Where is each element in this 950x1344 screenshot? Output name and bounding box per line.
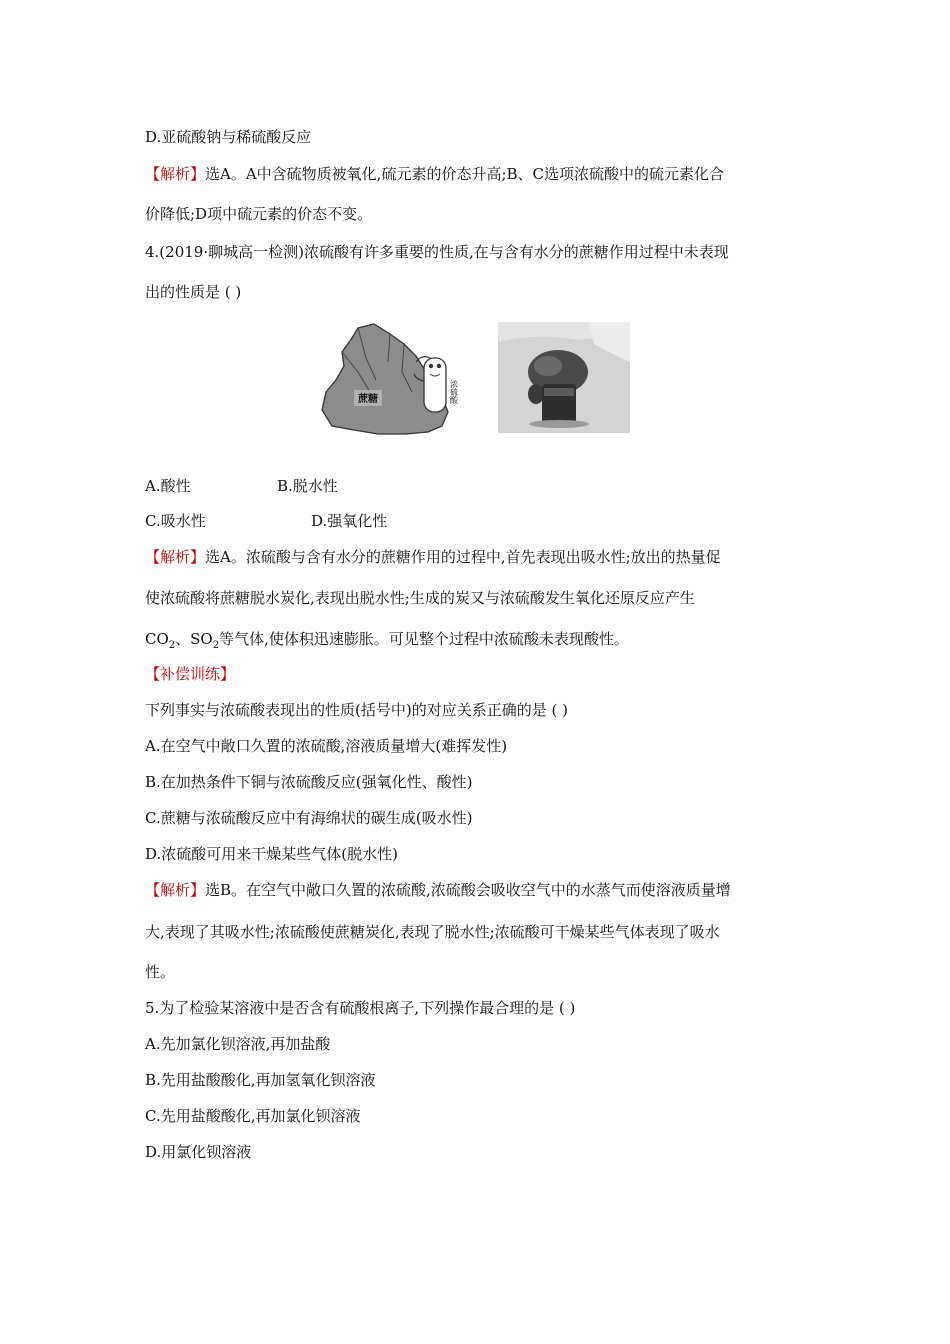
analysis-4-line1 [145, 547, 721, 567]
analysis-label: 【解析】 [145, 548, 206, 566]
analysis-text: 等气体,使体积迅速膨胀。可见整个过程中浓硫酸未表现酸性。 [219, 630, 629, 648]
experiment-photo-graphic [498, 322, 630, 433]
analysis-text: 选A。A中含硫物质被氧化,硫元素的价态升高;B、C选项浓硫酸中的硫元素化合 [205, 165, 725, 183]
analysis-line [145, 164, 724, 184]
analysis-5-line1 [145, 880, 731, 900]
option-c: C.吸水性 [145, 512, 206, 530]
formula-co: CO [145, 630, 169, 648]
subscript: 2 [168, 640, 176, 651]
analysis-5-line3: 性。 [145, 963, 176, 981]
analysis-4-line3 [145, 629, 629, 656]
supplementary-option-c: C.蔗糖与浓硫酸反应中有海绵状的碳生成(吸水性) [145, 809, 473, 827]
subscript: 2 [212, 640, 220, 651]
supplementary-option-d: D.浓硫酸可用来干燥某些气体(脱水性) [145, 845, 398, 863]
supplementary-question: 下列事实与浓硫酸表现出的性质(括号中)的对应关系正确的是 ( ) [145, 701, 568, 719]
analysis-label: 【解析】 [145, 165, 206, 183]
supplementary-option-b: B.在加热条件下铜与浓硫酸反应(强氧化性、酸性) [145, 773, 473, 791]
option-a: A.酸性 [145, 477, 191, 495]
supplementary-heading: 【补偿训练】 [145, 665, 236, 683]
question-5-option-d: D.用氯化钡溶液 [145, 1143, 252, 1161]
question-5-option-b: B.先用盐酸酸化,再加氢氧化钡溶液 [145, 1071, 376, 1089]
analysis-continued: 价降低;D项中硫元素的价态不变。 [145, 205, 373, 223]
sugar-label: 蔗糖 [358, 394, 378, 405]
experiment-photo [498, 322, 630, 433]
formula-so: 、SO [175, 630, 213, 648]
analysis-5-line2: 大,表现了其吸水性;浓硫酸使蔗糖炭化,表现了脱水性;浓硫酸可干燥某些气体表现了吸水 [145, 923, 720, 941]
supplementary-option-a: A.在空气中敞口久置的浓硫酸,溶液质量增大(难挥发性) [145, 737, 508, 755]
option-d: D.强氧化性 [311, 512, 388, 530]
analysis-text: 选B。在空气中敞口久置的浓硫酸,浓硫酸会吸收空气中的水蒸气而使溶液质量增 [205, 881, 731, 899]
question-5: 5.为了检验某溶液中是否含有硫酸根离子,下列操作最合理的是 ( ) [145, 999, 576, 1017]
option-d-text: D.亚硫酸钠与稀硫酸反应 [145, 128, 312, 146]
option-b: B.脱水性 [277, 477, 338, 495]
analysis-4-line2: 使浓硫酸将蔗糖脱水炭化,表现出脱水性;生成的炭又与浓硫酸发生氧化还原反应产生 [145, 589, 695, 607]
question-5-option-a: A.先加氯化钡溶液,再加盐酸 [145, 1035, 331, 1053]
question-4-cont: 出的性质是 ( ) [145, 283, 242, 301]
question-4: 4.(2019·聊城高一检测)浓硫酸有许多重要的性质,在与含有水分的蔗糖作用过程中未表现 [145, 243, 729, 261]
sugar-cartoon-illustration [318, 322, 468, 437]
acid-label: 浓硫酸 [449, 380, 459, 404]
analysis-label: 【解析】 [145, 881, 206, 899]
analysis-text: 选A。浓硫酸与含有水分的蔗糖作用的过程中,首先表现出吸水性;放出的热量促 [205, 548, 721, 566]
question-5-option-c: C.先用盐酸酸化,再加氯化钡溶液 [145, 1107, 361, 1125]
